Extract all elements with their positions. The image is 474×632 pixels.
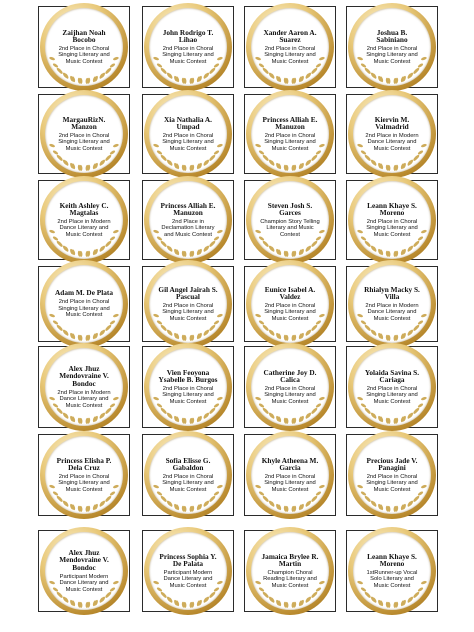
awardee-name: John Rodrigo T. Lihao	[162, 27, 214, 45]
certificate-text	[362, 17, 422, 77]
certificate-card	[142, 6, 234, 88]
certificate-text	[158, 445, 218, 505]
certificate-card	[38, 266, 130, 342]
certificate-text	[54, 357, 114, 417]
award-description: Participant Modern Dance Literary and Music Contest	[59, 573, 109, 593]
certificate-card	[142, 180, 234, 260]
certificate-card	[142, 346, 234, 428]
award-description: 2nd Place in Modern Dance Literary and Music Contest	[365, 132, 419, 152]
certificate-text	[158, 190, 218, 250]
awardee-name: Adam M. De Plata	[55, 288, 113, 298]
awardee-name: Yolaida Savina S. Cariaga	[364, 367, 420, 385]
certificate-text	[158, 541, 218, 601]
certificate-card	[244, 346, 336, 428]
awardee-name: Kiervin M. Valmadrid	[374, 114, 410, 132]
gold-seal-icon	[40, 260, 128, 348]
certificate-card	[38, 6, 130, 88]
gold-seal-icon	[40, 431, 128, 519]
awardee-name: Gil Angel Jairah S. Pascual	[158, 284, 218, 302]
certificate-text	[54, 541, 114, 601]
awardee-name: Princess Sophia Y. De Palata	[159, 551, 217, 569]
certificate-card	[244, 94, 336, 174]
awardee-name: Catherine Joy D. Calica	[263, 367, 317, 385]
gold-seal-icon	[144, 3, 232, 91]
awardee-name: Eunice Isabel A. Valdez	[264, 284, 316, 302]
awardee-name: Vien Feoyona Ysabelle B. Burgos	[158, 367, 218, 385]
gold-seal-icon	[348, 260, 436, 348]
certificate-card	[244, 434, 336, 516]
award-description: 2nd Place in Choral Singing Literary and Music Contest	[366, 473, 418, 493]
award-description: 2nd Place in Choral Singing Literary and Music Contest	[162, 385, 214, 405]
certificate-text	[54, 190, 114, 250]
award-description: 2nd Place in Declamation Literary and Music Contest	[161, 218, 215, 238]
certificate-text	[260, 445, 320, 505]
certificate-card	[244, 6, 336, 88]
certificate-text	[362, 274, 422, 334]
gold-seal-icon	[144, 260, 232, 348]
certificate-text	[362, 357, 422, 417]
gold-seal-icon	[40, 90, 128, 178]
award-description: 2nd Place in Choral Singing Literary and Music Contest	[162, 473, 214, 493]
certificate-card	[244, 266, 336, 342]
certificate-text	[362, 541, 422, 601]
certificate-card	[38, 530, 130, 612]
certificate-card	[244, 530, 336, 612]
gold-seal-icon	[40, 3, 128, 91]
award-description: 2nd Place in Choral Singing Literary and Music Contest	[366, 218, 418, 238]
awardee-name: Steven Josh S. Garces	[267, 200, 313, 218]
gold-seal-icon	[144, 343, 232, 431]
award-description: 2nd Place in Modern Dance Literary and Music Contest	[365, 302, 419, 322]
award-description: 2nd Place in Choral Singing Literary and Music Contest	[264, 385, 316, 405]
award-description: 2nd Place in Choral Singing Literary and Music Contest	[58, 473, 110, 493]
award-description: 2nd Place in Choral Singing Literary and Music Contest	[264, 302, 316, 322]
awardee-name: Khyle Atheena M. Garcia	[261, 455, 319, 473]
certificate-card	[142, 94, 234, 174]
certificate-card	[142, 434, 234, 516]
awardee-name: Precious Jade V. Panagini	[366, 455, 418, 473]
award-description: 2nd Place in Choral Singing Literary and Music Contest	[264, 45, 316, 65]
certificate-card	[38, 94, 130, 174]
certificate-card	[244, 180, 336, 260]
certificate-card	[346, 266, 438, 342]
gold-seal-icon	[348, 3, 436, 91]
award-description: 2nd Place in Choral Singing Literary and Music Contest	[162, 132, 214, 152]
award-description: Champion Choral Reading Literary and Music Contest	[263, 569, 317, 589]
gold-seal-icon	[246, 3, 334, 91]
award-description: 2nd Place in Modern Dance Literary and Music Contest	[57, 389, 111, 409]
awardee-name: Sofia Elisse G. Gabaldon	[165, 455, 211, 473]
awardee-name: Leann Khaye S. Moreno	[367, 200, 417, 218]
certificate-card	[346, 346, 438, 428]
awardee-name: Rhialyn Macky S. Villa	[364, 284, 420, 302]
certificate-card	[142, 530, 234, 612]
certificate-text	[362, 104, 422, 164]
gold-seal-icon	[144, 431, 232, 519]
award-description: 1stRunner-up Vocal Solo Literary and Music Contest	[366, 569, 418, 589]
gold-seal-icon	[246, 431, 334, 519]
awardee-name: Joshua B. Sabiniano	[376, 27, 408, 45]
certificate-card	[346, 530, 438, 612]
gold-seal-icon	[246, 90, 334, 178]
awardee-name: Princess Elisha P. Dela Cruz	[56, 455, 112, 473]
certificate-text	[54, 17, 114, 77]
certificate-card	[38, 434, 130, 516]
award-description: 2nd Place in Choral Singing Literary and Music Contest	[162, 302, 214, 322]
awardee-name: Leann Khaye S. Moreno	[367, 551, 417, 569]
award-description: 2nd Place in Choral Singing Literary and Music Contest	[366, 385, 418, 405]
awardee-name: Keith Ashley C. Magtalas	[59, 200, 109, 218]
gold-seal-icon	[246, 260, 334, 348]
gold-seal-icon	[348, 431, 436, 519]
certificate-text	[54, 445, 114, 505]
certificate-card	[346, 180, 438, 260]
award-description: 2nd Place in Choral Singing Literary and Music Contest	[58, 132, 110, 152]
awardee-name: Xia Nathalia A. Umpad	[163, 114, 213, 132]
certificate-text	[54, 274, 114, 334]
gold-seal-icon	[40, 176, 128, 264]
awardee-name: MargauRizN. Manzon	[62, 114, 106, 132]
award-description: 2nd Place in Choral Singing Literary and Music Contest	[264, 473, 316, 493]
certificate-text	[260, 104, 320, 164]
gold-seal-icon	[40, 527, 128, 615]
certificate-card	[142, 266, 234, 342]
gold-seal-icon	[40, 343, 128, 431]
gold-seal-icon	[246, 527, 334, 615]
certificate-text	[362, 190, 422, 250]
gold-seal-icon	[144, 527, 232, 615]
award-description: 2nd Place in Choral Singing Literary and Music Contest	[58, 45, 110, 65]
certificate-text	[158, 274, 218, 334]
awardee-name: Alex Jhuz Mendovraine V. Bondoc	[59, 547, 109, 572]
gold-seal-icon	[246, 176, 334, 264]
award-description: 2nd Place in Choral Singing Literary and Music Contest	[366, 45, 418, 65]
certificate-text	[362, 445, 422, 505]
certificate-card	[346, 434, 438, 516]
certificate-text	[158, 104, 218, 164]
certificate-card	[346, 6, 438, 88]
awardee-name: Zaijhan Noah Bocobo	[62, 27, 106, 45]
awardee-name: Xander Aaron A. Suarez	[263, 27, 317, 45]
certificate-text	[260, 541, 320, 601]
certificate-text	[158, 357, 218, 417]
certificate-text	[54, 104, 114, 164]
awardee-name: Princess Alliah E. Manuzon	[160, 200, 216, 218]
certificate-text	[260, 357, 320, 417]
certificate-text	[158, 17, 218, 77]
certificate-text	[260, 190, 320, 250]
awardee-name: Alex Jhuz Mendovraine V. Bondoc	[59, 363, 109, 388]
gold-seal-icon	[348, 527, 436, 615]
certificate-card	[38, 346, 130, 428]
award-description: Participant Modern Dance Literary and Music Contest	[163, 569, 213, 589]
certificate-card	[346, 94, 438, 174]
gold-seal-icon	[144, 176, 232, 264]
award-description: 2nd Place in Choral Singing Literary and Music Contest	[162, 45, 214, 65]
awardee-name: Jamaica Brylee R. Martin	[261, 551, 319, 569]
certificate-text	[260, 17, 320, 77]
gold-seal-icon	[348, 176, 436, 264]
award-description: 2nd Place in Choral Singing Literary and Music Contest	[58, 298, 110, 319]
award-description: 2nd Place in Choral Singing Literary and Music Contest	[264, 132, 316, 152]
gold-seal-icon	[144, 90, 232, 178]
gold-seal-icon	[246, 343, 334, 431]
gold-seal-icon	[348, 90, 436, 178]
awardee-name: Princess Alliah E. Manuzon	[262, 114, 318, 132]
award-description: 2nd Place in Modern Dance Literary and Music Contest	[57, 218, 111, 238]
certificate-card	[38, 180, 130, 260]
gold-seal-icon	[348, 343, 436, 431]
award-description: Champion Story Telling Literary and Music Contest	[260, 218, 320, 238]
certificate-text	[260, 274, 320, 334]
